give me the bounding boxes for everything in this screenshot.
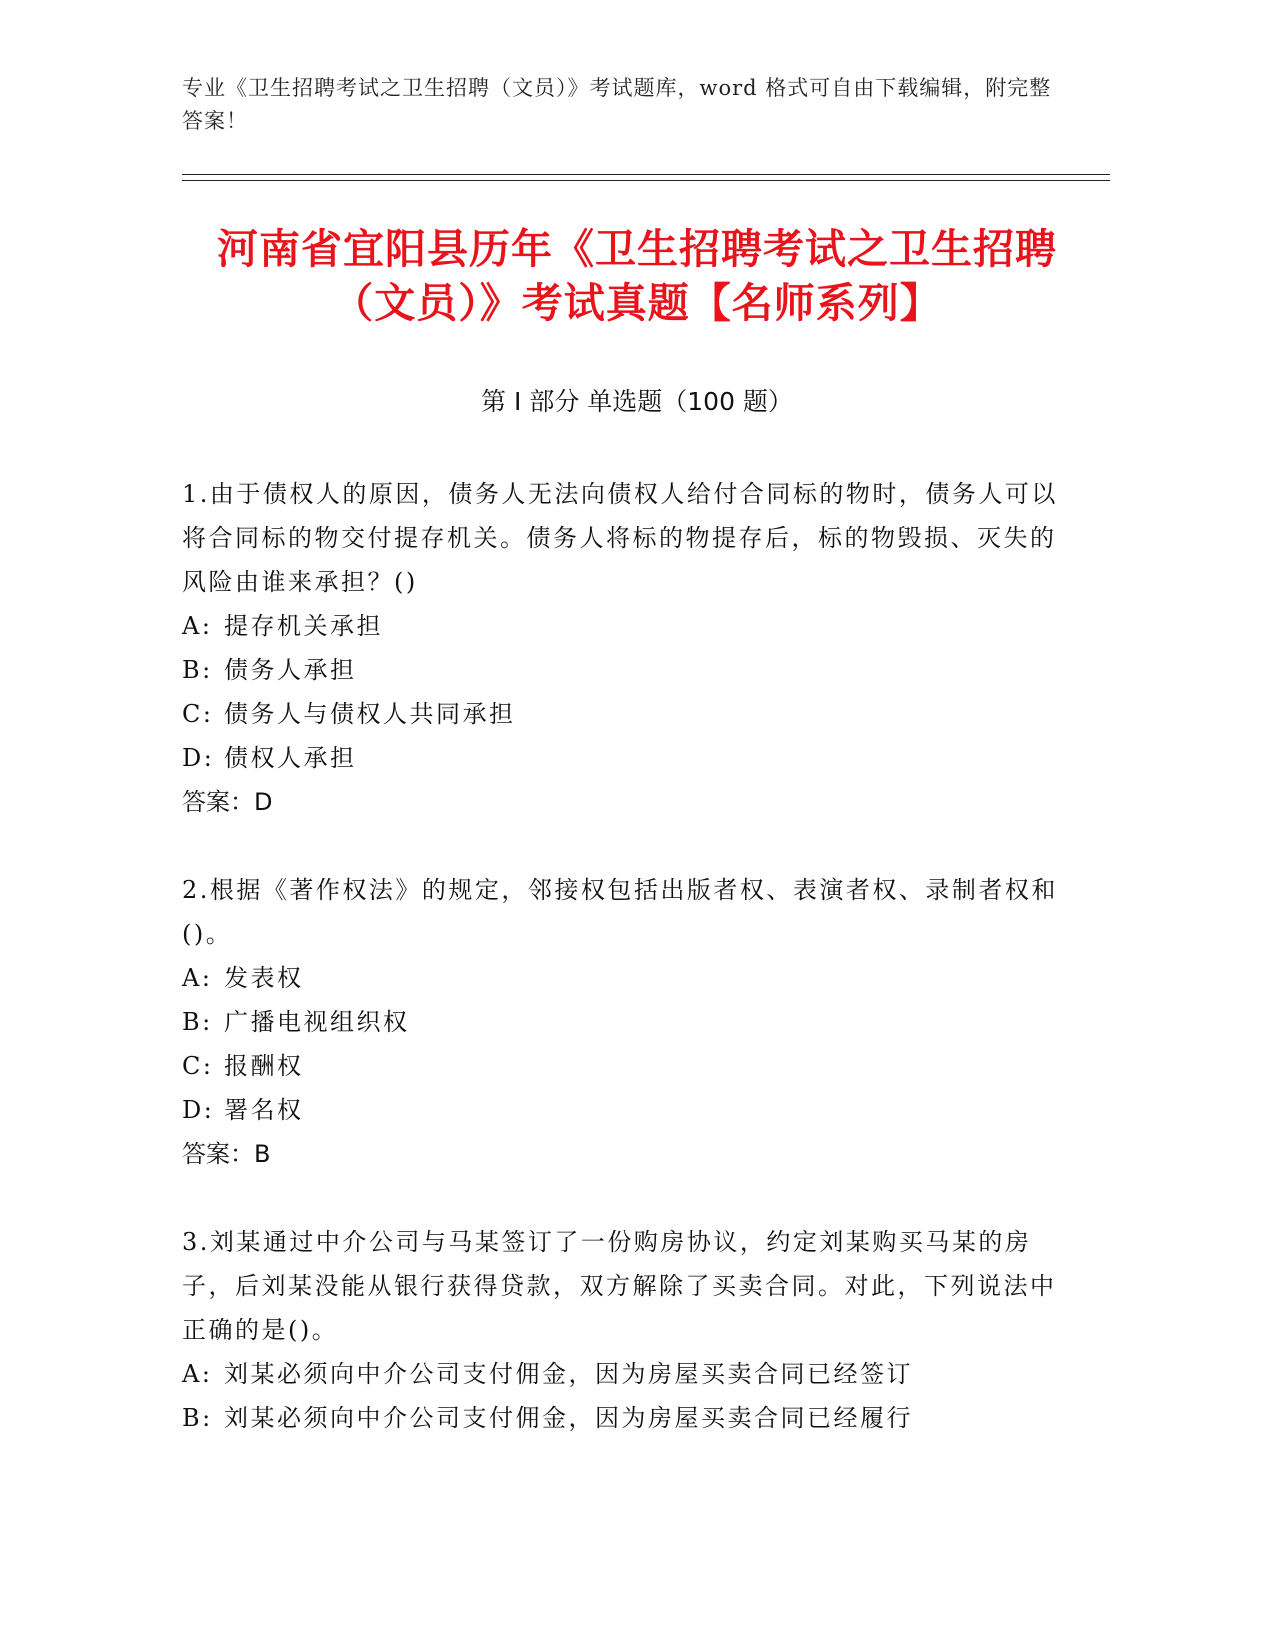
option-letter: C: [182, 700, 214, 728]
question-text: 2.根据《著作权法》的规定，邻接权包括出版者权、表演者权、录制者权和()。 [182, 876, 1058, 948]
option-c [182, 1044, 1062, 1088]
document-title: 河南省宜阳县历年《卫生招聘考试之卫生招聘（文员）》考试真题【名师系列】 [217, 225, 1057, 327]
option-letter: C: [182, 1052, 214, 1080]
option-text: 广播电视组织权 [224, 1008, 410, 1036]
option-a [182, 604, 1062, 648]
answer: 答案：D [182, 788, 273, 816]
option-a [182, 956, 1062, 1000]
header-note: 专业《卫生招聘考试之卫生招聘（文员）》考试题库，word 格式可自由下载编辑，附完整答案！ [182, 76, 1052, 133]
question-1 [182, 472, 1062, 824]
option-a [182, 1352, 1062, 1396]
option-b [182, 648, 1062, 692]
answer: 答案：B [182, 1140, 271, 1168]
question-2 [182, 868, 1062, 1176]
option-text: 债权人承担 [224, 744, 357, 772]
option-letter: A: [182, 964, 213, 992]
option-text: 署名权 [224, 1096, 304, 1124]
option-text: 报酬权 [224, 1052, 304, 1080]
section-title: 第 I 部分 单选题（100 题） [481, 387, 793, 416]
question-list [182, 472, 1062, 1484]
option-letter: A: [182, 612, 213, 640]
option-letter: B: [182, 1008, 213, 1036]
option-c [182, 692, 1062, 736]
option-text: 提存机关承担 [224, 612, 383, 640]
option-text: 发表权 [224, 964, 304, 992]
option-text: 刘某必须向中介公司支付佣金，因为房屋买卖合同已经签订 [224, 1360, 913, 1388]
option-b [182, 1396, 1062, 1440]
option-letter: A: [182, 1360, 213, 1388]
header-rule-bottom [182, 180, 1110, 181]
option-letter: D: [182, 1096, 215, 1124]
option-d [182, 1088, 1062, 1132]
option-text: 刘某必须向中介公司支付佣金，因为房屋买卖合同已经履行 [224, 1404, 913, 1432]
option-b [182, 1000, 1062, 1044]
option-letter: B: [182, 656, 213, 684]
option-text: 债务人承担 [224, 656, 357, 684]
question-text: 1.由于债权人的原因，债务人无法向债权人给付合同标的物时，债务人可以将合同标的物交付提存机关。债务人将标的物提存后，标的物毁损、灭失的风险由谁来承担？() [182, 480, 1058, 596]
option-d [182, 736, 1062, 780]
question-text: 3.刘某通过中介公司与马某签订了一份购房协议，约定刘某购买马某的房子，后刘某没能从银行获得贷款，双方解除了买卖合同。对此，下列说法中正确的是()。 [182, 1228, 1057, 1344]
option-letter: B: [182, 1404, 213, 1432]
question-3 [182, 1220, 1062, 1440]
option-letter: D: [182, 744, 215, 772]
header-rule-top [182, 174, 1110, 175]
option-text: 债务人与债权人共同承担 [224, 700, 516, 728]
